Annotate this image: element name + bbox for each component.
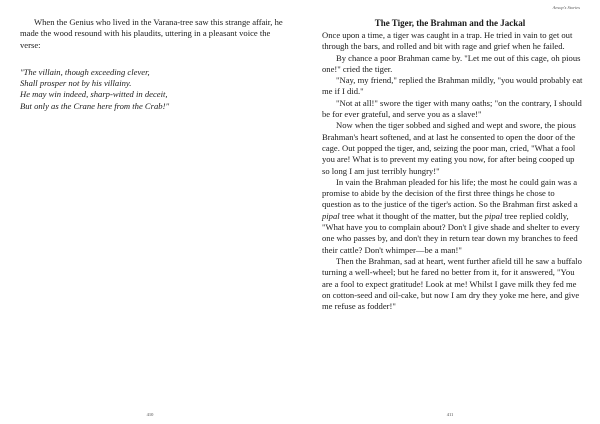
left-page-body	[20, 17, 283, 51]
para6-part-b: tree what it thought of the matter, but the	[339, 210, 485, 221]
verse-block	[20, 67, 283, 112]
right-page-number: 411	[446, 412, 454, 417]
pipal-word-1: pipal	[322, 210, 340, 221]
right-paragraph-5: Now when the tiger sobbed and sighed and wept and swore, the pious Brahman's heart softened, and at last he consented to open the door of the cage. Out popped the tiger, and, seizing the poor man, cried, "What a fool you are! What is to prevent my eating you now, for after being cooped up so long I am just terribly hungry!"	[322, 120, 576, 176]
para6-part-a: In vain the Brahman pleaded for his life; the most he could gain was a promise to abide by the decision of the first three things he chose to question as to the justice of the tiger's action. So the Brahman first asked a	[322, 176, 578, 210]
story-title: The Tiger, the Brahman and the Jackal	[374, 18, 526, 28]
left-page-number: 410	[146, 412, 154, 417]
verse-line-2: Shall prosper not by his villainy.	[20, 78, 132, 89]
pipal-word-2: pipal	[484, 210, 503, 221]
right-paragraph-7: Then the Brahman, sad at heart, went further afield till he saw a buffalo turning a well-wheel; but he fared no better from it, for it answered, "You are a fool to expect gratitude! Look at me! Whilst I gave milk they fed me on cotton-seed and oil-cake, but now I am dry they yoke me here, and give me refuse as fodder!"	[322, 255, 582, 312]
right-paragraph-2: By chance a poor Brahman came by. "Let me out of this cage, oh pious one!" cried the tiger.	[322, 52, 581, 74]
running-head: Aesop's Stories	[552, 5, 580, 10]
right-paragraph-1: Once upon a time, a tiger was caught in a trap. He tried in vain to get out through the bars, and rolled and bit with rage and grief when he failed.	[322, 30, 573, 52]
verse-line-1: "The villain, though exceeding clever,	[20, 67, 150, 77]
right-paragraph-4: "Not at all!" swore the tiger with many oaths; "on the contrary, I should be for ever grateful, and serve you as a slave!"	[322, 97, 582, 120]
left-paragraph-1: When the Genius who lived in the Varana-tree saw this strange affair, he made the wood resound with his plaudits, uttering in a pleasant voice the verse:	[20, 17, 283, 50]
para6-part-c: tree replied coldly, "What have you to complain about? Don't I give shade and shelter to every one who passes by, and don't they in return tear down my branches to feed their cattle? Don't whimper—be a man!"	[322, 210, 580, 255]
verse-line-4: But only as the Crane here from the Crab!"	[20, 100, 170, 111]
right-page	[300, 0, 600, 424]
right-paragraph-3: "Nay, my friend," replied the Brahman mildly, "you would probably eat me if I did."	[322, 75, 583, 97]
right-paragraph-6	[322, 177, 584, 256]
verse-line-3: He may win indeed, sharp-witted in deceit,	[20, 89, 168, 100]
right-page-body	[322, 30, 584, 312]
